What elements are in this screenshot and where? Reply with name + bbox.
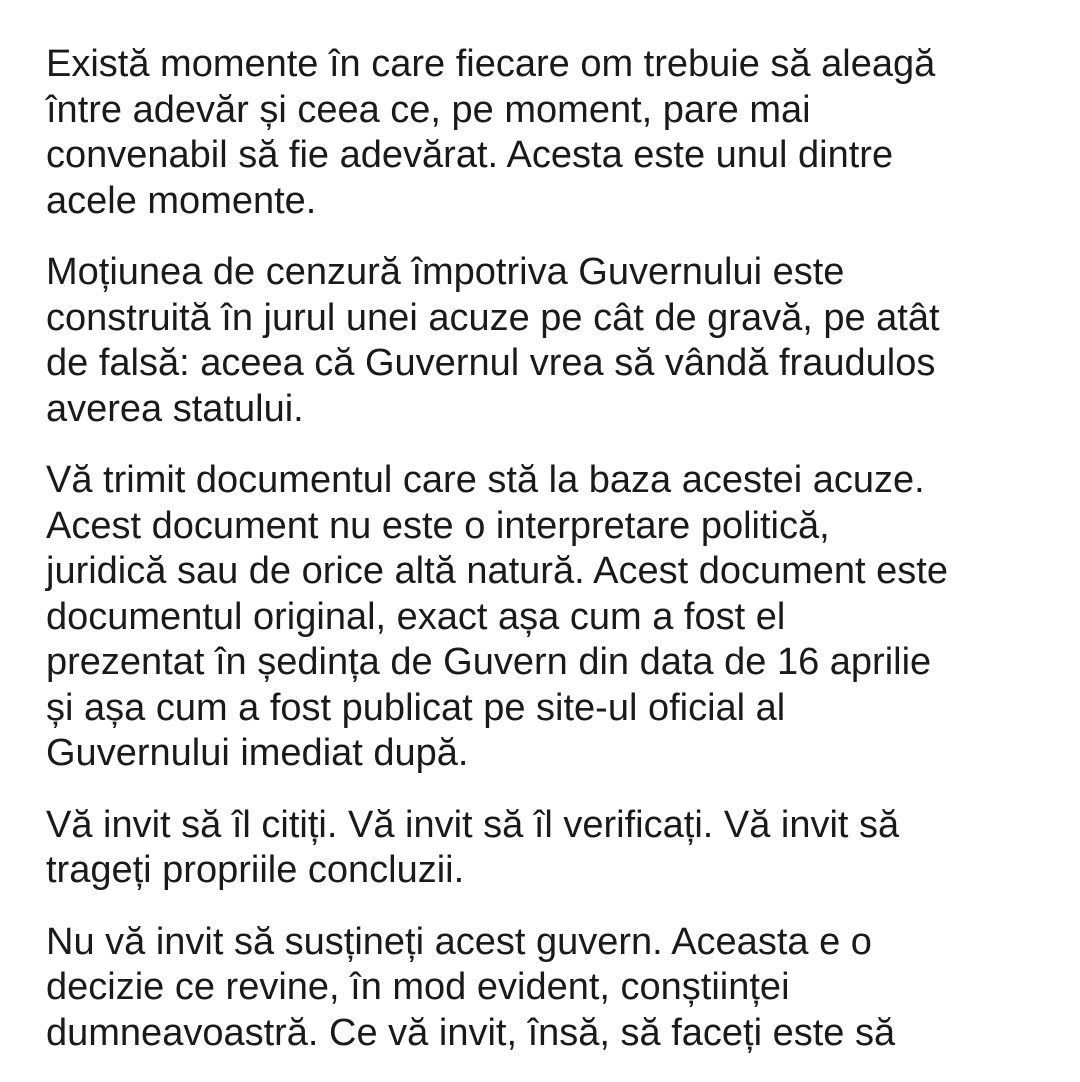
text-line: de falsă: aceea că Guvernul vrea să vândă fraudulos <box>46 342 936 384</box>
text-line: dumneavoastră. Ce vă invit, însă, să faceți este să <box>46 1011 896 1054</box>
text-line: documentul original, exact așa cum a fost el <box>46 595 786 638</box>
paragraph-5 <box>46 920 1056 1057</box>
text-line: acele momente. <box>46 179 317 222</box>
text-line: Există momente în care fiecare om trebuie să aleagă <box>46 43 936 85</box>
text-line: averea statului. <box>46 387 304 430</box>
text-line: Guvernului imediat după. <box>46 732 469 774</box>
paragraph-2 <box>46 250 1056 432</box>
text-line: decizie ce revine, în mod evident, conștiinței <box>46 966 790 1008</box>
text-line: Vă invit să îl citiți. Vă invit să îl verificați. Vă invit să <box>46 803 900 846</box>
text-line: trageți propriile concluzii. <box>46 849 465 891</box>
text-line: juridică sau de orice altă natură. Acest document este <box>46 550 948 592</box>
paragraph-1 <box>46 42 1056 224</box>
text-line: Acest document nu este o interpretare politică, <box>46 504 830 547</box>
text-line: Moțiunea de cenzură împotriva Guvernului este <box>46 251 845 293</box>
paragraph-4 <box>46 803 1056 894</box>
text-line: Nu vă invit să susțineți acest guvern. Aceasta e o <box>46 920 872 963</box>
text-line: construită în jurul unei acuze pe cât de gravă, pe atât <box>46 296 940 339</box>
text-line: între adevăr și ceea ce, pe moment, pare mai <box>46 88 811 131</box>
text-line: prezentat în ședința de Guvern din data de 16 aprilie <box>46 641 932 683</box>
document-body <box>46 42 1056 1082</box>
text-line: și așa cum a fost publicat pe site-ul oficial al <box>46 686 786 729</box>
text-line: convenabil să fie adevărat. Acesta este unul dintre <box>46 134 894 176</box>
text-line: Vă trimit documentul care stă la baza acestei acuze. <box>46 459 925 501</box>
paragraph-3 <box>46 458 1056 777</box>
